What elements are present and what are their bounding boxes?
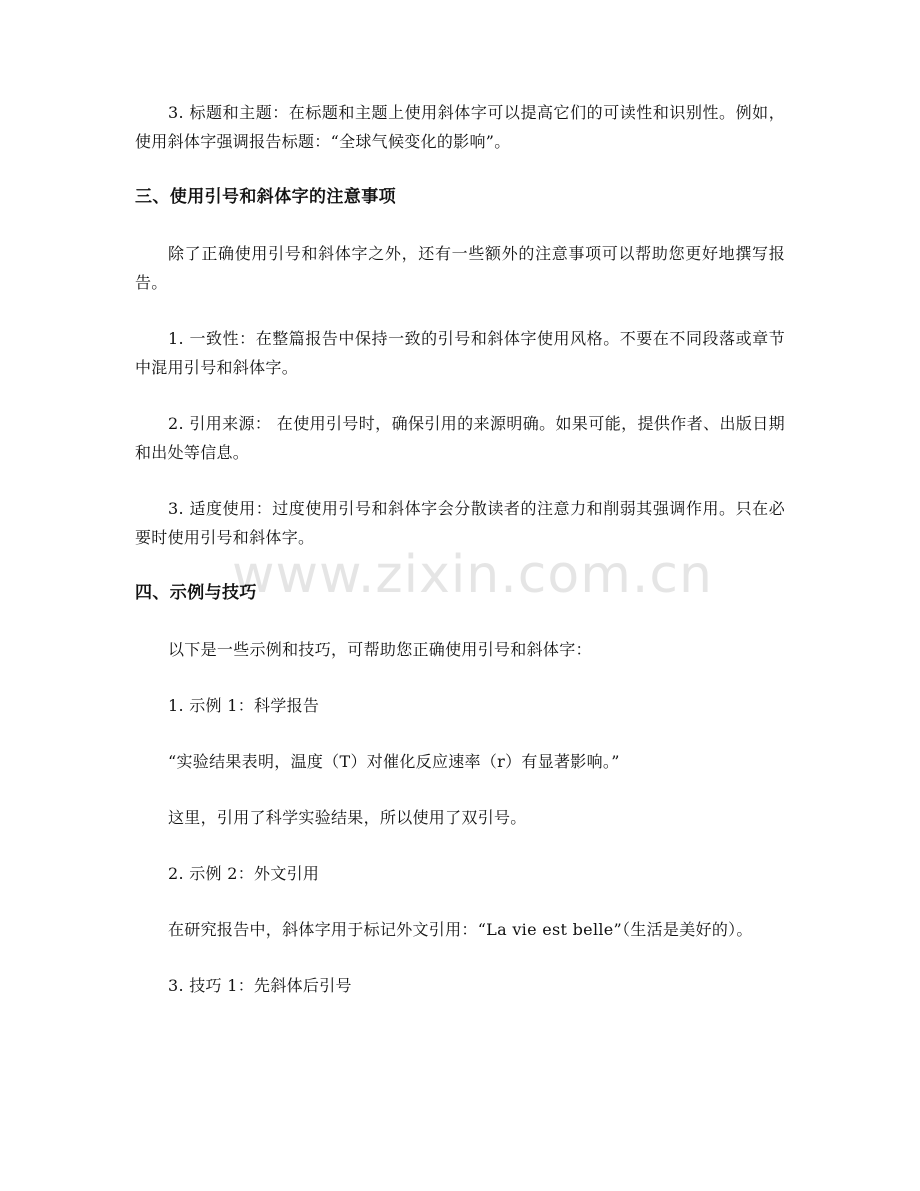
- paragraph-example1-note: 这里，引用了科学实验结果，所以使用了双引号。: [168, 808, 527, 827]
- paragraph-source: 2. 引用来源： 在使用引号时，确保引用的来源明确。如果可能，提供作者、出版日期和出处等信息。: [135, 414, 785, 462]
- paragraph-tip1-title: 3. 技巧 1：先斜体后引号: [168, 976, 352, 995]
- paragraph-example2-text: 在研究报告中，斜体字用于标记外文引用：“La vie est belle”（生活是美好的）。: [168, 920, 753, 939]
- watermark: www.zixin.com.cn: [232, 545, 713, 605]
- document-body: [135, 98, 785, 1027]
- paragraph-example1-title: 1. 示例 1：科学报告: [168, 696, 320, 715]
- paragraph-title-theme: 3. 标题和主题：在标题和主题上使用斜体字可以提高它们的可读性和识别性。例如，使用斜体字强调报告标题：“全球气候变化的影响”。: [135, 103, 785, 151]
- section-heading-notes: 三、使用引号和斜体字的注意事项: [135, 187, 396, 207]
- paragraph-moderate-use: 3. 适度使用：过度使用引号和斜体字会分散读者的注意力和削弱其强调作用。只在必要时使用引号和斜体字。: [135, 499, 785, 547]
- section-heading-examples: 四、示例与技巧: [135, 583, 257, 603]
- paragraph-example2-title: 2. 示例 2：外文引用: [168, 864, 320, 883]
- paragraph-intro-examples: 以下是一些示例和技巧，可帮助您正确使用引号和斜体字：: [168, 640, 592, 659]
- paragraph-example1-quote: “实验结果表明，温度（T）对催化反应速率（r）有显著影响。”: [168, 752, 620, 771]
- paragraph-intro-notes: 除了正确使用引号和斜体字之外，还有一些额外的注意事项可以帮助您更好地撰写报告。: [135, 244, 785, 292]
- paragraph-consistency: 1. 一致性：在整篇报告中保持一致的引号和斜体字使用风格。不要在不同段落或章节中混用引号和斜体字。: [135, 329, 785, 377]
